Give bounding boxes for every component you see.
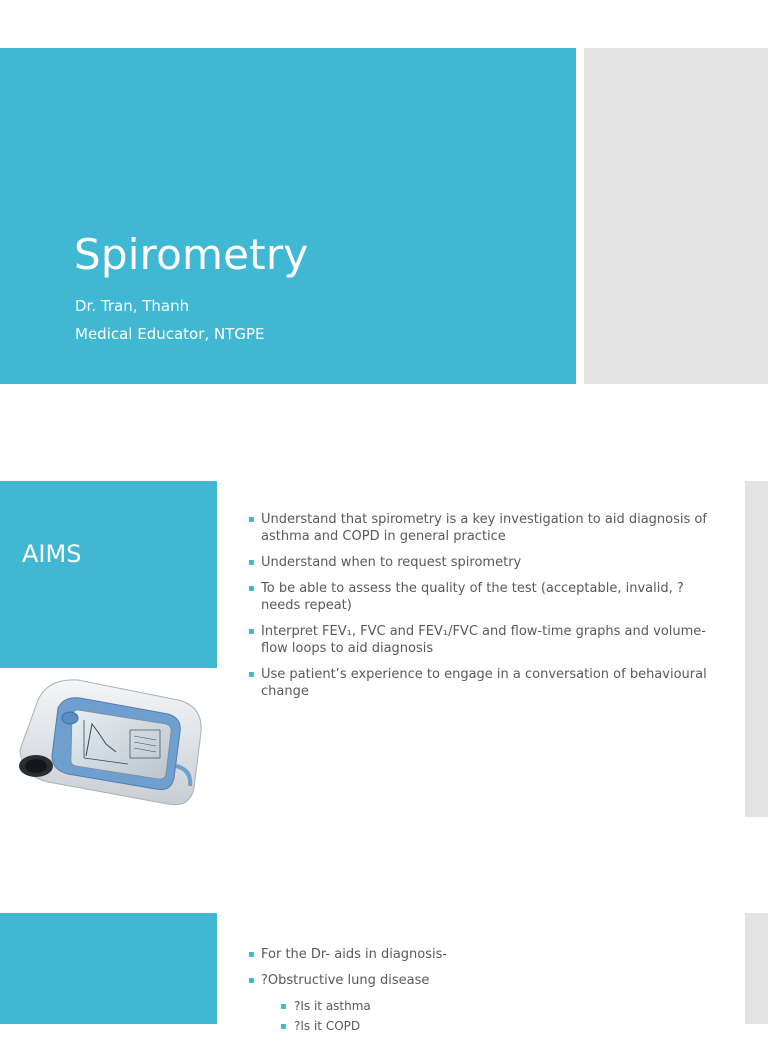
list-item: ▪ ?Obstructive lung disease [248, 973, 430, 988]
aims-list [248, 511, 718, 709]
slide3-title-panel [0, 913, 217, 1024]
bullet-icon: ▪ [248, 626, 255, 637]
author-name: Dr. Tran, Thanh [75, 297, 190, 315]
slide-title: Spirometry [74, 230, 309, 279]
list-item: ▪ For the Dr- aids in diagnosis- [248, 947, 448, 962]
list-item: ▪ To be able to assess the quality of the test (acceptable, invalid, ?needs repeat) [248, 581, 684, 613]
bullet-icon: ▪ [248, 669, 255, 680]
bullet-icon: ▪ [248, 514, 255, 525]
list-item: ▪ Understand when to request spirometry [248, 555, 522, 570]
sub-list-item: ▪ ?Is it COPD [280, 1019, 361, 1033]
aims-side-panel [745, 481, 768, 817]
slide3-list [248, 946, 718, 1038]
aims-title-panel [0, 481, 217, 668]
list-item: ▪ Interpret FEV₁, FVC and FEV₁/FVC and flow-time graphs and volume-flow loops to aid diagnosis [248, 624, 706, 656]
bullet-icon: ▪ [248, 949, 255, 960]
bullet-icon: ▪ [248, 583, 255, 594]
list-item: ▪ Understand that spirometry is a key investigation to aid diagnosis of asthma and COPD in general practice [248, 512, 707, 544]
bullet-icon: ▪ [248, 557, 255, 568]
list-item: ▪ Use patient’s experience to engage in a conversation of behavioural change [248, 667, 707, 699]
slide3-side-panel [745, 913, 768, 1024]
sub-list-item: ▪ ?Is it asthma [280, 999, 371, 1013]
bullet-icon: ▪ [280, 1021, 287, 1032]
bullet-icon: ▪ [280, 1001, 287, 1012]
aims-heading: AIMS [22, 540, 82, 568]
spirometer-device-image [8, 670, 218, 815]
title-slide-side-panel [584, 48, 768, 384]
author-role: Medical Educator, NTGPE [75, 325, 265, 343]
bullet-icon: ▪ [248, 975, 255, 986]
